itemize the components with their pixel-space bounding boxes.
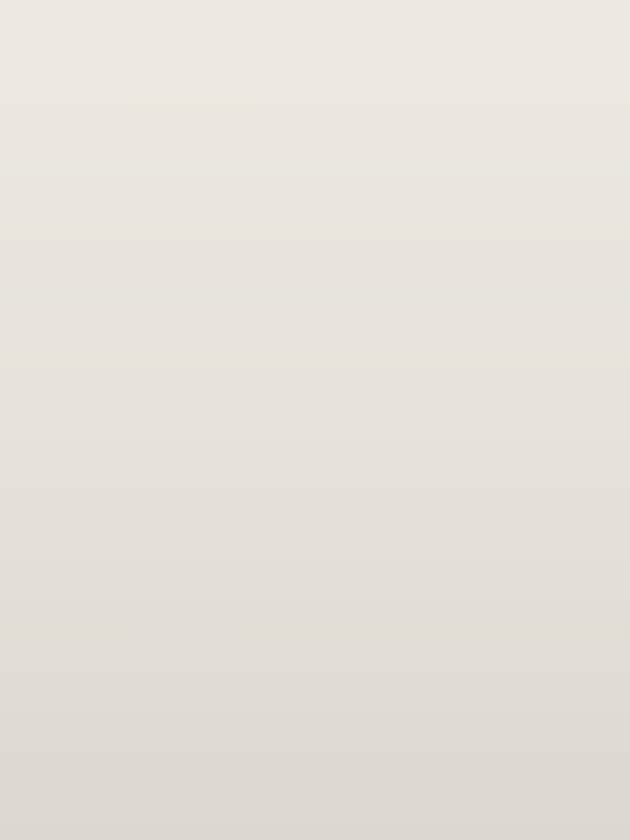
table-of-contents [58, 68, 624, 70]
